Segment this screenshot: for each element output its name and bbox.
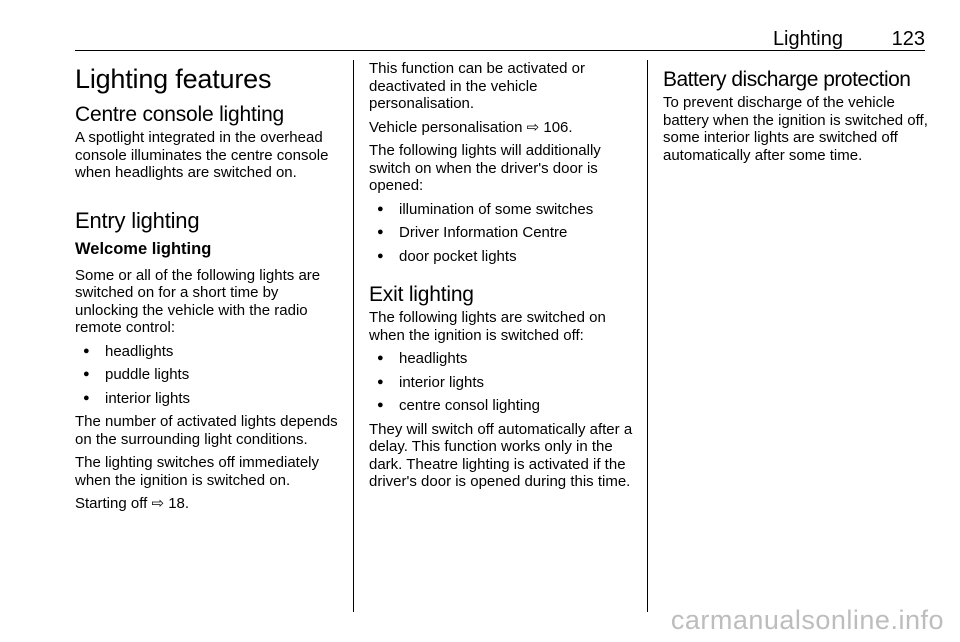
column-divider <box>647 60 648 612</box>
paragraph: A spotlight integrated in the overhead console illuminates the centre console when headlights are switched on. <box>75 129 329 181</box>
list-item: ● interior lights <box>369 374 635 392</box>
list-item: ● interior lights <box>75 390 341 408</box>
column-3 <box>663 60 929 170</box>
bullet-list <box>369 350 635 415</box>
list-item: ● centre consol lighting <box>369 397 635 415</box>
section-title: Lighting <box>772 28 843 50</box>
page-title: Lighting features <box>75 64 272 94</box>
heading-exit-lighting: Exit lighting <box>369 283 474 306</box>
column-divider <box>353 60 354 612</box>
paragraph: Some or all of the following lights are switched on for a short time by unlocking the vehicle with the radio remote control: <box>75 266 321 336</box>
paragraph: They will switch off automatically after a delay. This function works only in the dark. Theatre lighting is activated if the driver's door is opened during this time. <box>369 420 633 490</box>
paragraph: The lighting switches off immediately when the ignition is switched on. <box>75 454 319 489</box>
list-item: ● headlights <box>75 343 341 361</box>
column-2 <box>369 60 635 497</box>
reference-page[interactable]: 18. <box>168 495 190 512</box>
paragraph: To prevent discharge of the vehicle battery when the ignition is switched off, some interior lights are switched off automatically after some time. <box>663 94 928 164</box>
bullet-list <box>75 343 341 408</box>
watermark: carmanualsonline.info <box>670 605 944 635</box>
reference-page[interactable]: 106. <box>543 118 573 136</box>
page-header <box>75 0 925 51</box>
list-item: ● puddle lights <box>75 366 341 384</box>
list-item: ● headlights <box>369 350 635 368</box>
paragraph: This function can be activated or deactivated in the vehicle personalisation. <box>369 60 585 112</box>
arrow-right-icon: ⇨ <box>151 495 165 512</box>
heading-entry-lighting: Entry lighting <box>75 207 200 233</box>
heading-centre-console: Centre console lighting <box>75 103 285 126</box>
column-1 <box>75 60 341 519</box>
reference-text: Vehicle personalisation <box>369 118 523 136</box>
bullet-list <box>369 201 635 266</box>
cross-reference <box>369 119 635 137</box>
list-item: ● illumination of some switches <box>369 201 635 219</box>
arrow-right-icon: ⇨ <box>526 118 540 136</box>
paragraph: The number of activated lights depends on the surrounding light conditions. <box>75 413 338 448</box>
list-item: ● door pocket lights <box>369 248 635 266</box>
heading-battery-discharge: Battery discharge protection <box>663 68 911 91</box>
cross-reference <box>75 495 341 513</box>
subheading-welcome-lighting: Welcome lighting <box>75 239 212 258</box>
paragraph: The following lights are switched on when the ignition is switched off: <box>369 309 606 344</box>
paragraph: The following lights will additionally switch on when the driver's door is opened: <box>369 142 601 194</box>
reference-text: Starting off <box>75 495 148 512</box>
list-item: ● Driver Information Centre <box>369 224 635 242</box>
page-number: 123 <box>891 28 925 50</box>
